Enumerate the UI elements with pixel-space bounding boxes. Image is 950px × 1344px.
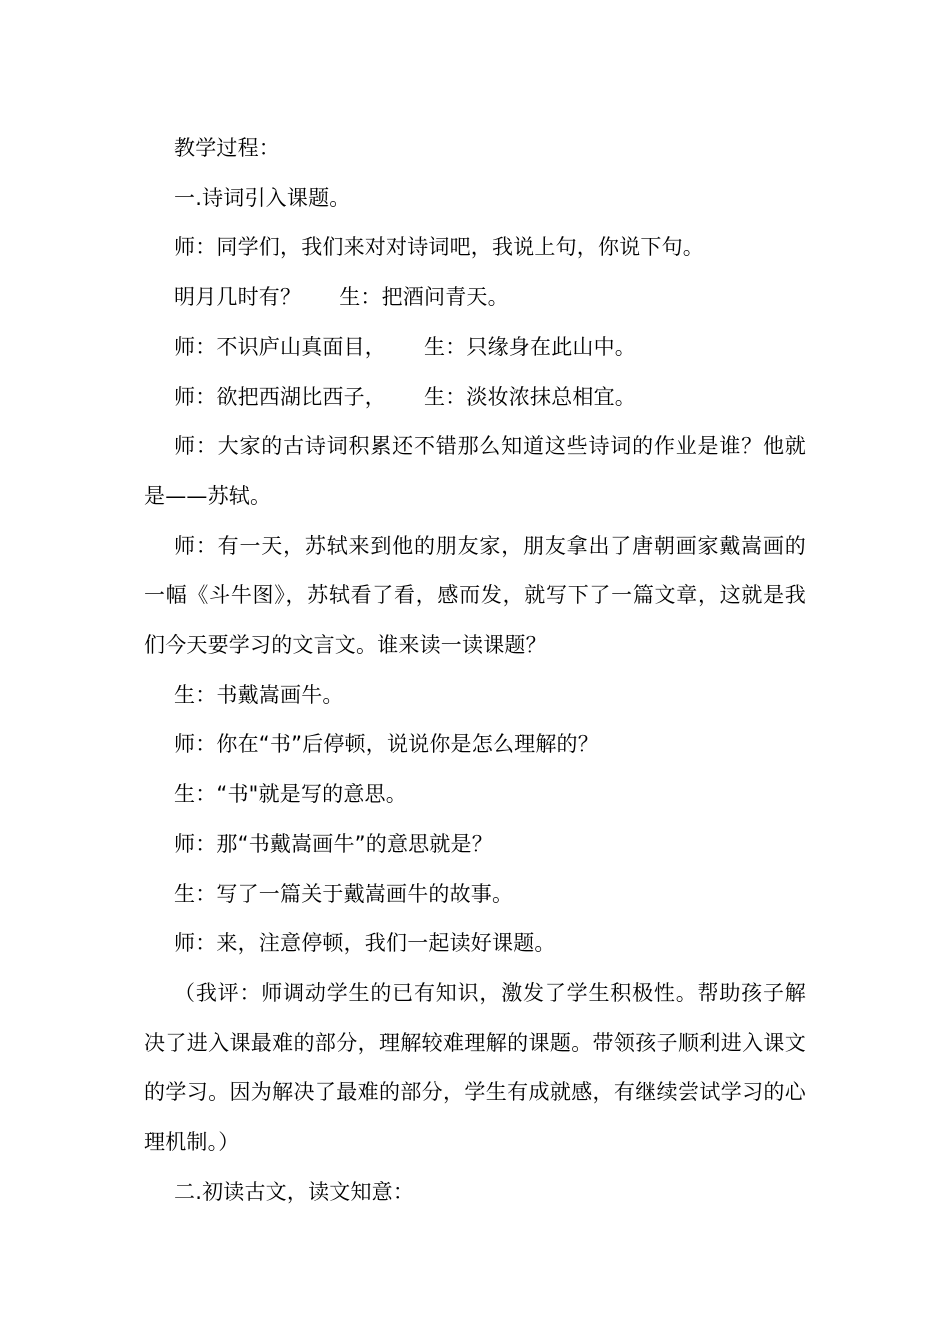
document-body xyxy=(144,124,806,1217)
paragraph-author: 师：大家的古诗词积累还不错那么知道这些诗词的作业是谁？他就是——苏轼。 xyxy=(144,434,806,508)
paragraph-student-meaning: 生：“书"就是写的意思。 xyxy=(174,782,407,807)
paragraph-teacher-question: 师：那“书戴嵩画牛”的意思就是？ xyxy=(174,831,493,856)
poem-line-right: 生：淡妆浓抹总相宜。 xyxy=(424,384,636,409)
paragraph-teacher-pause: 师：你在“书”后停顿，说说你是怎么理解的？ xyxy=(174,732,599,757)
paragraph-student-answer: 生：写了一篇关于戴嵩画牛的故事。 xyxy=(174,881,514,906)
poem-exchange-2 xyxy=(144,323,806,373)
poem-line-right: 生：只缘身在此山中。 xyxy=(424,334,636,359)
section-heading-reading: 二.初读古文，读文知意： xyxy=(174,1179,415,1204)
paragraph-story: 师：有一天，苏轼来到他的朋友家，朋友拿出了唐朝画家戴嵩画的一幅《斗牛图》，苏轼看了看，感而发，就写下了一篇文章，这就是我们今天要学习的文言文。谁来读一读课题？ xyxy=(144,533,806,658)
poem-exchange-3 xyxy=(144,373,806,423)
poem-line-left: 师：欲把西湖比西子， xyxy=(174,384,386,409)
poem-line-left: 师：不识庐山真面目， xyxy=(174,334,386,359)
section-heading-intro: 一.诗词引入课题。 xyxy=(174,185,351,210)
paragraph-review-comment: （我评：师调动学生的已有知识，激发了学生积极性。帮助孩子解决了进入课最难的部分，理解较难理解的课题。带领孩子顺利进入课文的学习。因为解决了最难的部分，学生有成就感，有继续尝试学习的心理机制。） xyxy=(144,980,806,1155)
section-heading-process: 教学过程： xyxy=(174,136,280,160)
paragraph-teacher-prompt: 师：同学们，我们来对对诗词吧，我说上句，你说下句。 xyxy=(174,235,704,260)
paragraph-student-title: 生：书戴嵩画牛。 xyxy=(174,682,344,707)
poem-exchange-1 xyxy=(144,273,806,323)
poem-line-left: 明月几时有？ xyxy=(174,285,302,310)
paragraph-teacher-read: 师：来，注意停顿，我们一起读好课题。 xyxy=(174,931,556,956)
poem-line-right: 生：把酒问青天。 xyxy=(339,285,509,310)
